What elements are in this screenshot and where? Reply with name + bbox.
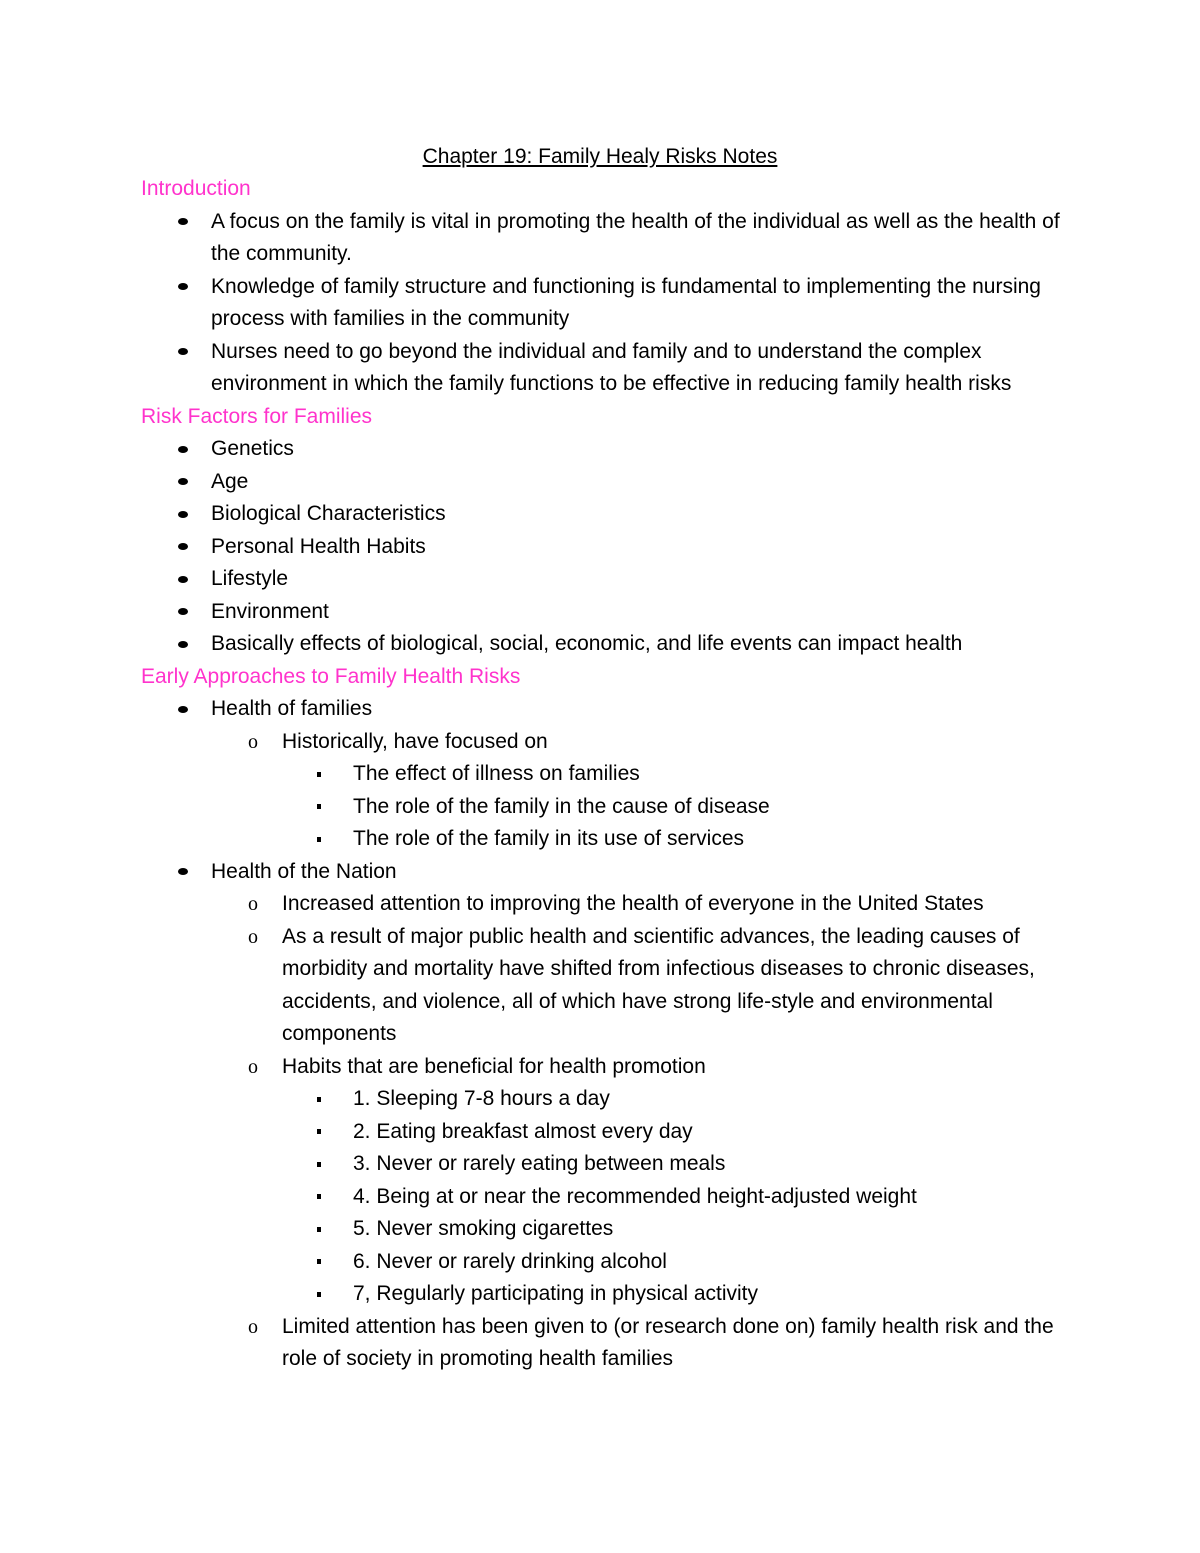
- list-item: The effect of illness on families: [0, 758, 1200, 791]
- square-bullet-icon: [317, 1213, 321, 1246]
- list-item-historically: o Historically, have focused on: [0, 726, 1200, 759]
- square-bullet-icon: [317, 1246, 321, 1279]
- bullet-icon: [178, 498, 188, 531]
- list-item: Biological Characteristics: [0, 498, 1200, 531]
- page-title: Chapter 19: Family Healy Risks Notes: [422, 145, 778, 168]
- document-content: [0, 141, 1200, 1376]
- list-item-health-of-nation: Health of the Nation: [0, 856, 1200, 889]
- list-item: Personal Health Habits: [0, 531, 1200, 564]
- bullet-icon: [178, 856, 188, 889]
- bullet-icon: [178, 531, 188, 564]
- list-item: A focus on the family is vital in promoting the health of the individual as well as the health of the community.: [0, 206, 1200, 271]
- list-item: Age: [0, 466, 1200, 499]
- square-bullet-icon: [317, 1181, 321, 1214]
- list-item: 6. Never or rarely drinking alcohol: [0, 1246, 1200, 1279]
- list-item-health-of-families: Health of families: [0, 693, 1200, 726]
- bullet-icon: [178, 206, 188, 239]
- list-item: Genetics: [0, 433, 1200, 466]
- list-item: 5. Never smoking cigarettes: [0, 1213, 1200, 1246]
- list-item: 4. Being at or near the recommended height-adjusted weight: [0, 1181, 1200, 1214]
- square-bullet-icon: [317, 1278, 321, 1311]
- introduction-list: [0, 206, 1200, 401]
- list-item: Knowledge of family structure and functioning is fundamental to implementing the nursing process with families in the community: [0, 271, 1200, 336]
- circle-bullet-icon: o: [248, 893, 258, 915]
- bullet-icon: [178, 336, 188, 369]
- circle-bullet-icon: o: [248, 730, 258, 753]
- list-item-as-a-result: o As a result of major public health and scientific advances, the leading causes of morbidity and mortality have shifted from infectious diseases to chronic diseases, accidents, and violence, all of which have strong life-style and environmental components: [0, 921, 1200, 1051]
- square-bullet-icon: [317, 1148, 321, 1181]
- list-item: The role of the family in the cause of disease: [0, 791, 1200, 824]
- bullet-icon: [178, 563, 188, 596]
- square-bullet-icon: [317, 823, 321, 856]
- bullet-icon: [178, 433, 188, 466]
- heading-introduction: Introduction: [141, 177, 251, 200]
- bullet-icon: [178, 596, 188, 629]
- list-item-limited-attention: o Limited attention has been given to (or research done on) family health risk and the role of society in promoting health families: [0, 1311, 1200, 1376]
- square-bullet-icon: [317, 791, 321, 824]
- list-item: The role of the family in its use of services: [0, 823, 1200, 856]
- heading-risk-factors: Risk Factors for Families: [141, 404, 373, 428]
- circle-bullet-icon: o: [248, 1055, 258, 1078]
- list-item: 7, Regularly participating in physical activity: [0, 1278, 1200, 1311]
- list-item: 1. Sleeping 7-8 hours a day: [0, 1083, 1200, 1116]
- heading-early-approaches: Early Approaches to Family Health Risks: [141, 664, 521, 688]
- square-bullet-icon: [317, 1083, 321, 1116]
- bullet-icon: [178, 693, 188, 726]
- square-bullet-icon: [317, 1116, 321, 1149]
- bullet-icon: [178, 466, 188, 499]
- risk-factors-list: [0, 433, 1200, 661]
- bullet-icon: [178, 628, 188, 661]
- square-bullet-icon: [317, 758, 321, 791]
- circle-bullet-icon: o: [248, 1315, 258, 1338]
- early-approaches-list: [0, 693, 1200, 1376]
- bullet-icon: [178, 271, 188, 304]
- list-item: Basically effects of biological, social, economic, and life events can impact health: [0, 628, 1200, 661]
- list-item: Environment: [0, 596, 1200, 629]
- list-item: Lifestyle: [0, 563, 1200, 596]
- list-item: 2. Eating breakfast almost every day: [0, 1116, 1200, 1149]
- list-item: Nurses need to go beyond the individual and family and to understand the complex environment in which the family functions to be effective in reducing family health risks: [0, 336, 1200, 401]
- circle-bullet-icon: o: [248, 925, 258, 948]
- list-item-increased-attention: o Increased attention to improving the health of everyone in the United States: [0, 888, 1200, 921]
- list-item: 3. Never or rarely eating between meals: [0, 1148, 1200, 1181]
- list-item-habits: o Habits that are beneficial for health promotion: [0, 1051, 1200, 1084]
